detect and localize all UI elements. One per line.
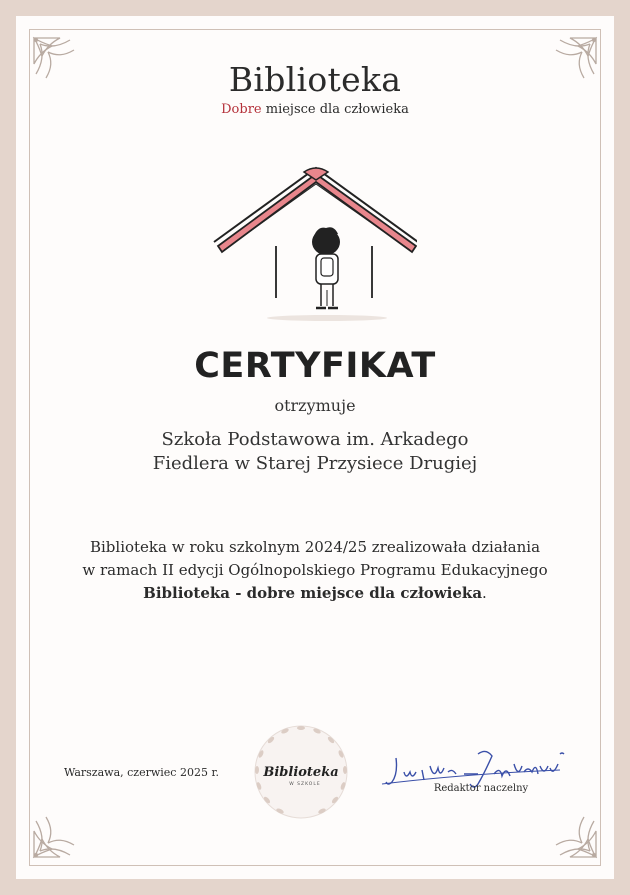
recipient-line-2: Fiedlera w Starej Przysiece Drugiej [152,453,478,474]
body-line-3 [16,582,614,605]
receives-label: otrzymuje [274,396,356,415]
header-title: Biblioteka [228,60,402,99]
subtitle-accent: Dobre [221,102,262,117]
seal-title: Biblioteka [263,765,339,780]
library-seal-logo [247,718,355,826]
book-house-illustration-icon [212,150,417,325]
corner-ornament-icon [546,807,600,861]
place-date: Warszawa, czerwiec 2025 r. [64,766,219,779]
body-line-1: Biblioteka w roku szkolnym 2024/25 zrealizowała działania [89,538,541,556]
certificate-body [16,536,614,605]
subtitle-rest: miejsce dla człowieka [261,102,409,117]
corner-ornament-icon [30,807,84,861]
recipient-name [16,428,614,476]
certificate-title: CERTYFIKAT [194,346,436,386]
program-suffix: . [482,584,487,602]
body-line-2: w ramach II edycji Ogólnopolskiego Programu Edukacyjnego [82,561,548,579]
certificate-page [16,16,614,879]
recipient-line-1: Szkoła Podstawowa im. Arkadego [161,429,469,450]
seal-subtitle: W SZKOLE [289,782,321,787]
header-subtitle [16,102,614,117]
signer-role: Redaktor naczelny [433,783,529,794]
program-name: Biblioteka - dobre miejsce dla człowieka [143,584,483,602]
